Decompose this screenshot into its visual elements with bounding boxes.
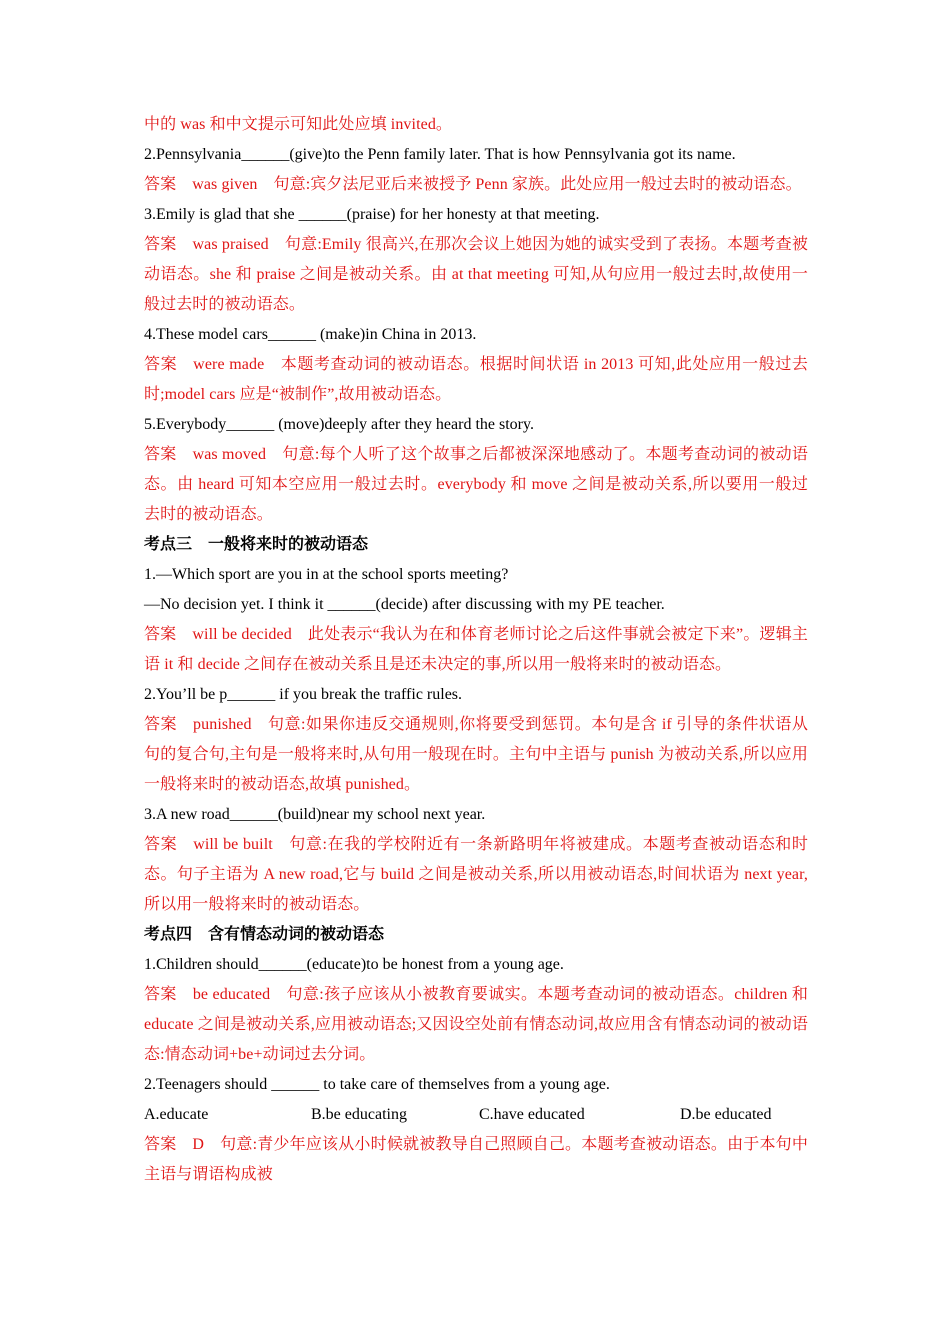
answer-text: 句意:Emily 很高兴,在那次会议上她因为她的诚实受到了表扬。本题考查被动语态。she 和 praise 之间是被动关系。由 at that meeting 可知,从句应用一般过去时,故使用一般过去时的被动语态。	[144, 236, 809, 313]
answer-text: 句意:孩子应该从小被教育要诚实。本题考查动词的被动语态。children 和 educate 之间是被动关系,应用被动语态;又因设空处前有情态动词,故应用含有情态动词的被动语态:情态动词+be+动词过去分词。	[144, 986, 808, 1063]
answer-key: will be decided	[192, 626, 292, 643]
document-page	[144, 110, 808, 1190]
answer-key: was moved	[192, 446, 267, 463]
option-b: B.be educating	[311, 1106, 407, 1123]
question-line: 2.Pennsylvania______(give)to the Penn family later. That is how Pennsylvania got its name.	[144, 146, 736, 163]
answer-key: was praised	[192, 236, 269, 253]
answer-key: be educated	[192, 986, 271, 1003]
answer-tag: 答案	[144, 716, 178, 733]
section-title: 一般将来时的被动语态	[208, 536, 369, 553]
answer-line	[144, 980, 808, 1070]
option-d: D.be educated	[680, 1106, 772, 1123]
answer-text: 此处表示“我认为在和体育老师讨论之后这件事就会被定下来”。逻辑主语 it 和 decide 之间存在被动关系且是还未决定的事,所以用一般将来时的被动语态。	[144, 626, 808, 673]
answer-text: 本题考查动词的被动语态。根据时间状语 in 2013 可知,此处应用一般过去时;model cars 应是“被制作”,故用被动语态。	[144, 356, 808, 403]
section-heading	[144, 530, 808, 560]
answer-text: 句意:每个人听了这个故事之后都被深深地感动了。本题考查动词的被动语态。由 heard 可知本空应用一般过去时。everybody 和 move 之间是被动关系,所以要用一般过去时的被动语态。	[144, 446, 808, 523]
answer-text: 句意:青少年应该从小时候就被教导自己照顾自己。本题考查被动语态。由于本句中主语与谓语构成被	[144, 1136, 808, 1183]
answer-line	[144, 440, 808, 530]
question-line: 3.Emily is glad that she ______(praise) for her honesty at that meeting.	[144, 206, 600, 223]
answer-line	[144, 830, 808, 920]
section-heading	[144, 920, 808, 950]
answer-key: punished	[193, 716, 252, 733]
question-line: —No decision yet. I think it ______(decide) after discussing with my PE teacher.	[144, 596, 665, 613]
answer-line	[144, 170, 808, 200]
answer-text: 中的 was 和中文提示可知此处应填 invited。	[144, 116, 453, 133]
answer-tag: 答案	[144, 1136, 177, 1153]
answer-line	[144, 230, 808, 320]
answer-line	[144, 1130, 808, 1190]
option-c: C.have educated	[479, 1106, 585, 1123]
section-number: 考点三	[144, 536, 193, 553]
answer-tag: 答案	[144, 446, 177, 463]
question-line: 4.These model cars______ (make)in China in 2013.	[144, 326, 477, 343]
question-line: 2.You’ll be p______ if you break the traffic rules.	[144, 686, 463, 703]
answer-line	[144, 620, 808, 680]
answer-text: 句意:在我的学校附近有一条新路明年将被建成。本题考查被动语态和时态。句子主语为 A new road,它与 build 之间是被动关系,所以用被动语态,时间状语为 next year,所以用一般将来时的被动语态。	[144, 836, 808, 913]
answer-text: 句意:宾夕法尼亚后来被授予 Penn 家族。此处应用一般过去时的被动语态。	[273, 176, 802, 193]
answer-tag: 答案	[144, 836, 178, 853]
answer-tag: 答案	[144, 176, 177, 193]
answer-tag: 答案	[144, 626, 177, 643]
answer-line	[144, 110, 808, 140]
answer-line	[144, 710, 808, 800]
section-number: 考点四	[144, 926, 193, 943]
answer-key: were made	[193, 356, 265, 373]
question-line: 1.—Which sport are you in at the school sports meeting?	[144, 566, 509, 583]
answer-key: was given	[192, 176, 258, 193]
options-row	[144, 1100, 808, 1130]
question-line: 2.Teenagers should ______ to take care of themselves from a young age.	[144, 1076, 610, 1093]
answer-line	[144, 350, 808, 410]
question-line: 1.Children should______(educate)to be honest from a young age.	[144, 956, 564, 973]
section-title: 含有情态动词的被动语态	[208, 926, 385, 943]
answer-key: will be built	[193, 836, 273, 853]
answer-tag: 答案	[144, 236, 177, 253]
answer-tag: 答案	[144, 986, 177, 1003]
question-line: 5.Everybody______ (move)deeply after they heard the story.	[144, 416, 534, 433]
answer-key: D	[192, 1136, 205, 1153]
answer-text: 句意:如果你违反交通规则,你将要受到惩罚。本句是含 if 引导的条件状语从句的复合句,主句是一般将来时,从句用一般现在时。主句中主语与 punish 为被动关系,所以应用一般将来时的被动语态,故填 punished。	[144, 716, 808, 793]
option-a: A.educate	[144, 1106, 209, 1123]
answer-tag: 答案	[144, 356, 178, 373]
question-line: 3.A new road______(build)near my school next year.	[144, 806, 486, 823]
